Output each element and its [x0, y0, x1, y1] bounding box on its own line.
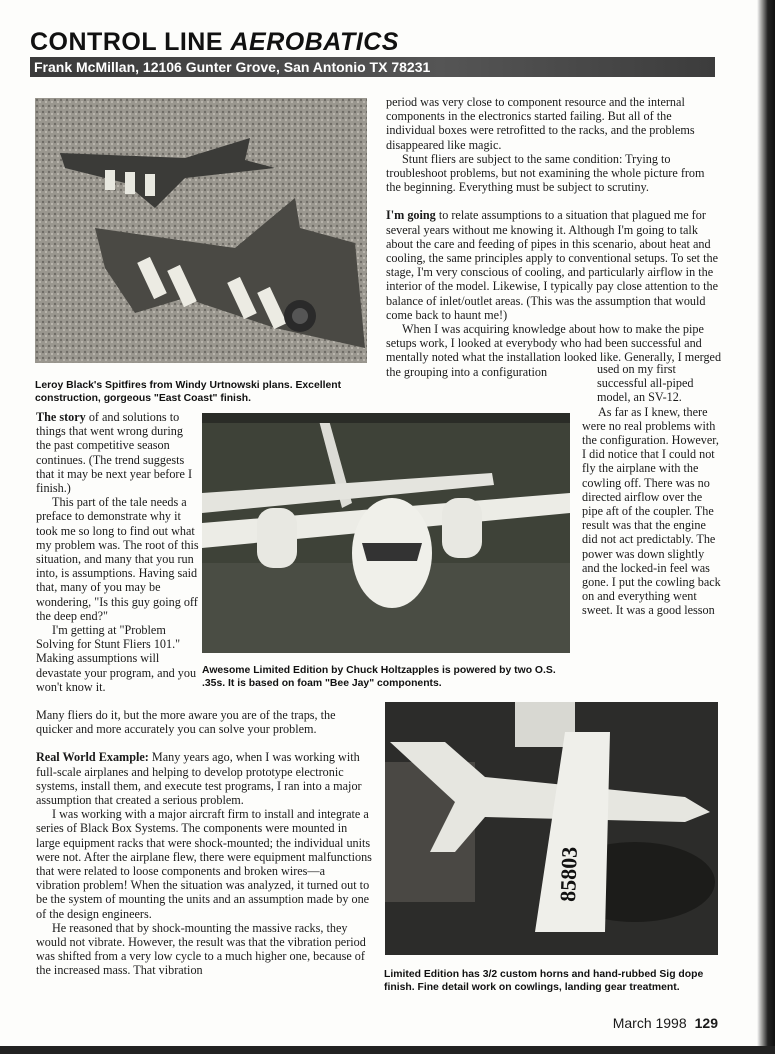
page-number: 129 [694, 1015, 718, 1031]
issue-date: March 1998 [612, 1015, 687, 1031]
byline-bar: Frank McMillan, 12106 Gunter Grove, San Antonio TX 78231 [30, 57, 715, 77]
scan-edge-bottom [0, 1046, 775, 1054]
paragraph: He reasoned that by shock-mounting the massive racks, they would not vibrate. However, the result was that the vibration period was shifted from a very low cycle to a much higher one, because of the increased mass. That vibration [36, 920, 366, 978]
photo-caption-indoor: Limited Edition has 3/2 custom horns and hand-rubbed Sig dope finish. Fine detail work on cowlings, landing gear treatment. [384, 969, 704, 993]
paragraph: The story of and solutions to things that went wrong during the past competitive season continues. (The trend suggests that it may be next year before I finish.) [36, 410, 192, 496]
page-footer [613, 1015, 718, 1031]
photo-spitfires [35, 98, 367, 363]
paragraph: Many fliers do it, but the more aware you are of the traps, the quicker and more accurately you can solve your problem. [36, 708, 336, 737]
scan-edge [757, 0, 775, 1054]
article-column-narrow-left [36, 410, 200, 694]
photo-limited-edition-twin [202, 413, 570, 653]
paragraph: I was working with a major aircraft firm to install and integrate a series of Black Box Systems. The components were mounted in large equipment racks that were shock-mounted; the individual units were not. After the airplane flew, there were equipment malfunctions that were related to loose components and broken wires—a vibration problem! When the situation was analyzed, it turned out to be the system of mounting the units and an assumption made by one of the design engineers. [36, 807, 372, 921]
paragraph: This part of the tale needs a preface to demonstrate why it took me so long to find out what my problem was. The root of this situation, and many that you run into, is assumptions. Having said that, many of you may be wondering, "Is this guy going off the deep end?" [36, 495, 199, 623]
paragraph: Stunt fliers are subject to the same condition: Trying to troubleshoot problems, but not examining the whole picture from the beginning. Everything must be subject to scrutiny. [386, 151, 705, 195]
paragraph: When I was acquiring knowledge about how to make the pipe setups work, I looked at everybody who had been successful and mentally noted what the installation looked like. Generally, I merged the grouping into a configuration [386, 322, 722, 379]
page-title: CONTROL LINE AEROBATICS [30, 28, 399, 56]
photo-limited-edition-indoor [385, 702, 718, 955]
aircraft-number: 85803 [555, 846, 582, 903]
paragraph: I'm getting at "Problem Solving for Stunt Fliers 101." Making assumptions will devastate your program, and you won't know it. [36, 623, 197, 694]
photo-caption-twin: Awesome Limited Edition by Chuck Holtzapples is powered by two O.S. .35s. It is based on foam "Bee Jay" components. [202, 665, 556, 689]
paragraph: period was very close to component resource and the internal components in the electronics started failing. But all of the individual boxes were retrofitted to the racks, and the problems disappeared like magic. [386, 95, 695, 152]
article-column-right [386, 95, 722, 379]
photo-caption-spitfires: Leroy Black's Spitfires from Windy Urtnowski plans. Excellent construction, gorgeous "East Coast" finish. [35, 380, 342, 404]
article-column-bottom-left [36, 708, 372, 978]
paragraph: used on my first successful all-piped model, an SV-12. [597, 362, 694, 405]
paragraph: I'm going to relate assumptions to a situation that plagued me for several years without me knowing it. Although I'm going to talk about the care and feeding of pipes in this scenario, about heat and cooling, the same principles apply to conventional setups. To set the stage, I'm very conscious of cooling, and particularly airflow in the interior of the model. Likewise, I typically pay close attention to the balance of inlet/outlet areas. (This was the assumption that would come back to haunt me!) [386, 208, 719, 322]
paragraph: As far as I knew, there were no real problems with the configuration. However, I did notice that I could not fly the airplane with the cowling off. There was no directed airflow over the pipe aft of the coupler. The result was that the engine did not act predictably. The power was down slightly and the locked-in feel was gone. I put the cowling back on and everything went sweet. It was a good lesson [582, 404, 721, 618]
paragraph: Real World Example: Many years ago, when I was working with full-scale airplanes and helping to develop prototype electronic systems, install them, and execute test programs, I ran into a major assumption that created a serious problem. [36, 750, 362, 808]
article-column-narrow-right [582, 362, 722, 618]
